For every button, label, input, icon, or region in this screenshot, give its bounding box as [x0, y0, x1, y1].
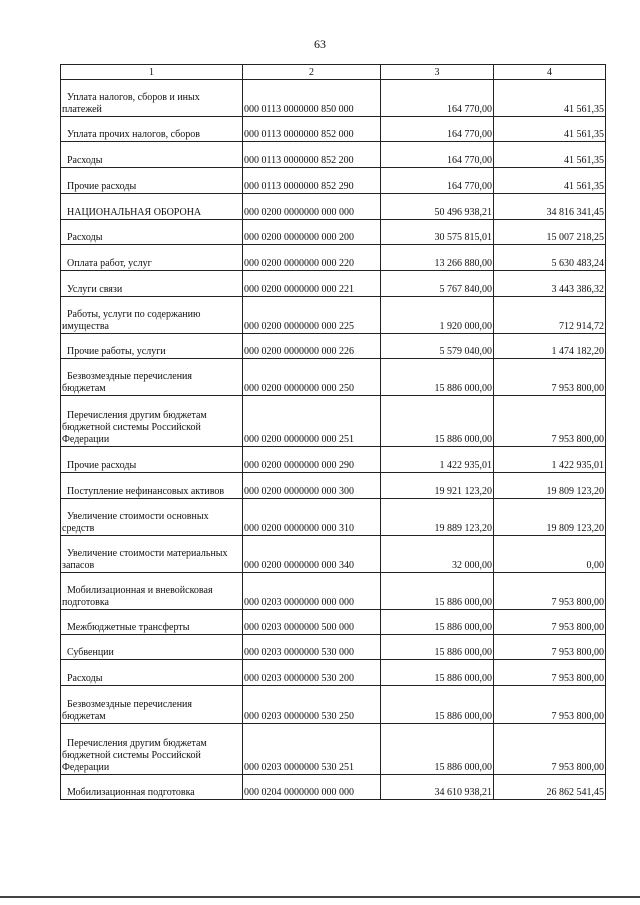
row-name-line: Расходы [67, 155, 103, 166]
table-row [61, 610, 606, 635]
row-name-line: бюджетной системы Российской [62, 422, 201, 433]
row-actual-cell: 41 561,35 [494, 117, 606, 142]
row-actual-cell: 5 630 483,24 [494, 245, 606, 271]
row-name-cell [61, 80, 243, 117]
row-plan-cell: 30 575 815,01 [381, 220, 494, 245]
row-plan-cell: 15 886 000,00 [381, 686, 494, 724]
row-name-line: Федерации [62, 434, 110, 445]
row-plan-cell: 15 886 000,00 [381, 396, 494, 447]
table-row [61, 80, 606, 117]
row-actual-cell: 15 007 218,25 [494, 220, 606, 245]
row-name-line: Безвозмездные перечисления [67, 699, 192, 710]
row-plan-cell: 164 770,00 [381, 117, 494, 142]
row-code-cell: 000 0200 0000000 000 225 [243, 297, 381, 334]
row-actual-cell: 41 561,35 [494, 168, 606, 194]
row-code-cell: 000 0200 0000000 000 220 [243, 245, 381, 271]
row-code-cell: 000 0203 0000000 000 000 [243, 573, 381, 610]
row-actual-cell: 41 561,35 [494, 80, 606, 117]
row-actual-cell: 7 953 800,00 [494, 610, 606, 635]
row-name-line: запасов [62, 560, 95, 571]
row-name-cell [61, 297, 243, 334]
row-name-line: Расходы [67, 673, 103, 684]
row-name-line: Субвенции [67, 647, 114, 658]
table-row [61, 142, 606, 168]
row-actual-cell: 3 443 386,32 [494, 271, 606, 297]
row-plan-cell: 15 886 000,00 [381, 660, 494, 686]
table-row [61, 686, 606, 724]
row-plan-cell: 164 770,00 [381, 80, 494, 117]
column-header-3: 3 [381, 65, 494, 80]
row-name-cell [61, 499, 243, 536]
table-row [61, 724, 606, 775]
row-plan-cell: 1 920 000,00 [381, 297, 494, 334]
table-row [61, 297, 606, 334]
column-header-1: 1 [61, 65, 243, 80]
row-actual-cell: 7 953 800,00 [494, 635, 606, 660]
row-actual-cell: 19 809 123,20 [494, 499, 606, 536]
table-row [61, 245, 606, 271]
row-code-cell: 000 0200 0000000 000 221 [243, 271, 381, 297]
row-code-cell: 000 0200 0000000 000 251 [243, 396, 381, 447]
row-actual-cell: 0,00 [494, 536, 606, 573]
row-name-cell [61, 194, 243, 220]
table-row [61, 447, 606, 473]
table-row [61, 117, 606, 142]
row-name-cell [61, 686, 243, 724]
column-header-2: 2 [243, 65, 381, 80]
row-actual-cell: 41 561,35 [494, 142, 606, 168]
row-name-cell [61, 168, 243, 194]
row-name-cell [61, 117, 243, 142]
row-plan-cell: 32 000,00 [381, 536, 494, 573]
row-plan-cell: 164 770,00 [381, 168, 494, 194]
row-name-line: подготовка [62, 597, 109, 608]
table-row [61, 536, 606, 573]
page-number: 63 [314, 37, 326, 51]
row-actual-cell: 1 474 182,20 [494, 334, 606, 359]
row-plan-cell: 19 889 123,20 [381, 499, 494, 536]
row-actual-cell: 712 914,72 [494, 297, 606, 334]
row-name-cell [61, 473, 243, 499]
table-header-row [61, 65, 606, 80]
row-actual-cell: 7 953 800,00 [494, 724, 606, 775]
row-name-line: НАЦИОНАЛЬНАЯ ОБОРОНА [67, 207, 202, 218]
row-code-cell: 000 0113 0000000 852 000 [243, 117, 381, 142]
row-code-cell: 000 0200 0000000 000 200 [243, 220, 381, 245]
page-bottom-rule [0, 896, 640, 898]
row-code-cell: 000 0200 0000000 000 340 [243, 536, 381, 573]
row-name-line: платежей [62, 104, 102, 115]
row-actual-cell: 7 953 800,00 [494, 573, 606, 610]
row-code-cell: 000 0200 0000000 000 226 [243, 334, 381, 359]
row-code-cell: 000 0113 0000000 852 290 [243, 168, 381, 194]
row-plan-cell: 15 886 000,00 [381, 635, 494, 660]
row-code-cell: 000 0203 0000000 530 251 [243, 724, 381, 775]
row-plan-cell: 5 767 840,00 [381, 271, 494, 297]
row-actual-cell: 1 422 935,01 [494, 447, 606, 473]
row-name-line: Перечисления другим бюджетам [67, 738, 207, 749]
row-name-cell [61, 635, 243, 660]
table-row [61, 396, 606, 447]
row-name-line: бюджетам [62, 711, 106, 722]
row-name-line: средств [62, 523, 95, 534]
row-name-line: Мобилизационная подготовка [67, 787, 195, 798]
row-name-line: Работы, услуги по содержанию [67, 309, 201, 320]
row-name-line: Уплата налогов, сборов и иных [67, 92, 200, 103]
row-code-cell: 000 0200 0000000 000 290 [243, 447, 381, 473]
row-plan-cell: 50 496 938,21 [381, 194, 494, 220]
row-code-cell: 000 0204 0000000 000 000 [243, 775, 381, 800]
row-code-cell: 000 0203 0000000 530 200 [243, 660, 381, 686]
table-row [61, 499, 606, 536]
row-name-cell [61, 334, 243, 359]
row-name-cell [61, 245, 243, 271]
budget-table [60, 64, 606, 800]
row-name-cell [61, 220, 243, 245]
row-plan-cell: 164 770,00 [381, 142, 494, 168]
row-name-line: Перечисления другим бюджетам [67, 410, 207, 421]
table-row [61, 194, 606, 220]
row-name-cell [61, 271, 243, 297]
row-name-cell [61, 396, 243, 447]
table-row [61, 220, 606, 245]
row-code-cell: 000 0203 0000000 530 000 [243, 635, 381, 660]
row-actual-cell: 34 816 341,45 [494, 194, 606, 220]
row-name-line: Прочие расходы [67, 181, 137, 192]
row-plan-cell: 1 422 935,01 [381, 447, 494, 473]
row-name-line: имущества [62, 321, 109, 332]
row-code-cell: 000 0203 0000000 500 000 [243, 610, 381, 635]
row-actual-cell: 7 953 800,00 [494, 396, 606, 447]
row-code-cell: 000 0200 0000000 000 300 [243, 473, 381, 499]
row-name-cell [61, 359, 243, 396]
row-name-line: Услуги связи [67, 284, 123, 295]
row-name-line: Увеличение стоимости материальных [67, 548, 228, 559]
row-name-cell [61, 660, 243, 686]
row-actual-cell: 7 953 800,00 [494, 686, 606, 724]
table-row [61, 359, 606, 396]
column-header-4: 4 [494, 65, 606, 80]
row-name-cell [61, 610, 243, 635]
row-actual-cell: 19 809 123,20 [494, 473, 606, 499]
row-name-cell [61, 536, 243, 573]
table-row [61, 271, 606, 297]
row-name-line: Увеличение стоимости основных [67, 511, 209, 522]
row-name-line: Оплата работ, услуг [67, 258, 152, 269]
row-name-line: Прочие расходы [67, 460, 137, 471]
row-plan-cell: 19 921 123,20 [381, 473, 494, 499]
row-plan-cell: 15 886 000,00 [381, 724, 494, 775]
row-name-line: бюджетам [62, 383, 106, 394]
row-name-line: Межбюджетные трансферты [67, 622, 190, 633]
table-row [61, 573, 606, 610]
row-actual-cell: 7 953 800,00 [494, 359, 606, 396]
row-name-line: Прочие работы, услуги [67, 346, 166, 357]
row-code-cell: 000 0203 0000000 530 250 [243, 686, 381, 724]
row-actual-cell: 26 862 541,45 [494, 775, 606, 800]
table-row [61, 334, 606, 359]
table-row [61, 775, 606, 800]
row-name-line: бюджетной системы Российской [62, 750, 201, 761]
row-name-line: Безвозмездные перечисления [67, 371, 192, 382]
table-row [61, 660, 606, 686]
table-row [61, 635, 606, 660]
row-name-line: Мобилизационная и вневойсковая [67, 585, 213, 596]
row-name-cell [61, 775, 243, 800]
row-code-cell: 000 0113 0000000 852 200 [243, 142, 381, 168]
row-code-cell: 000 0200 0000000 000 310 [243, 499, 381, 536]
row-plan-cell: 15 886 000,00 [381, 610, 494, 635]
row-name-cell [61, 142, 243, 168]
row-name-line: Федерации [62, 762, 110, 773]
row-name-line: Уплата прочих налогов, сборов [67, 129, 200, 140]
row-plan-cell: 5 579 040,00 [381, 334, 494, 359]
table-row [61, 168, 606, 194]
row-plan-cell: 15 886 000,00 [381, 359, 494, 396]
row-code-cell: 000 0200 0000000 000 000 [243, 194, 381, 220]
row-name-line: Поступление нефинансовых активов [67, 486, 225, 497]
row-name-cell [61, 447, 243, 473]
row-plan-cell: 15 886 000,00 [381, 573, 494, 610]
row-plan-cell: 34 610 938,21 [381, 775, 494, 800]
row-name-line: Расходы [67, 232, 103, 243]
row-plan-cell: 13 266 880,00 [381, 245, 494, 271]
row-code-cell: 000 0113 0000000 850 000 [243, 80, 381, 117]
table-row [61, 473, 606, 499]
row-name-cell [61, 724, 243, 775]
row-code-cell: 000 0200 0000000 000 250 [243, 359, 381, 396]
row-actual-cell: 7 953 800,00 [494, 660, 606, 686]
row-name-cell [61, 573, 243, 610]
table-body [61, 80, 606, 800]
